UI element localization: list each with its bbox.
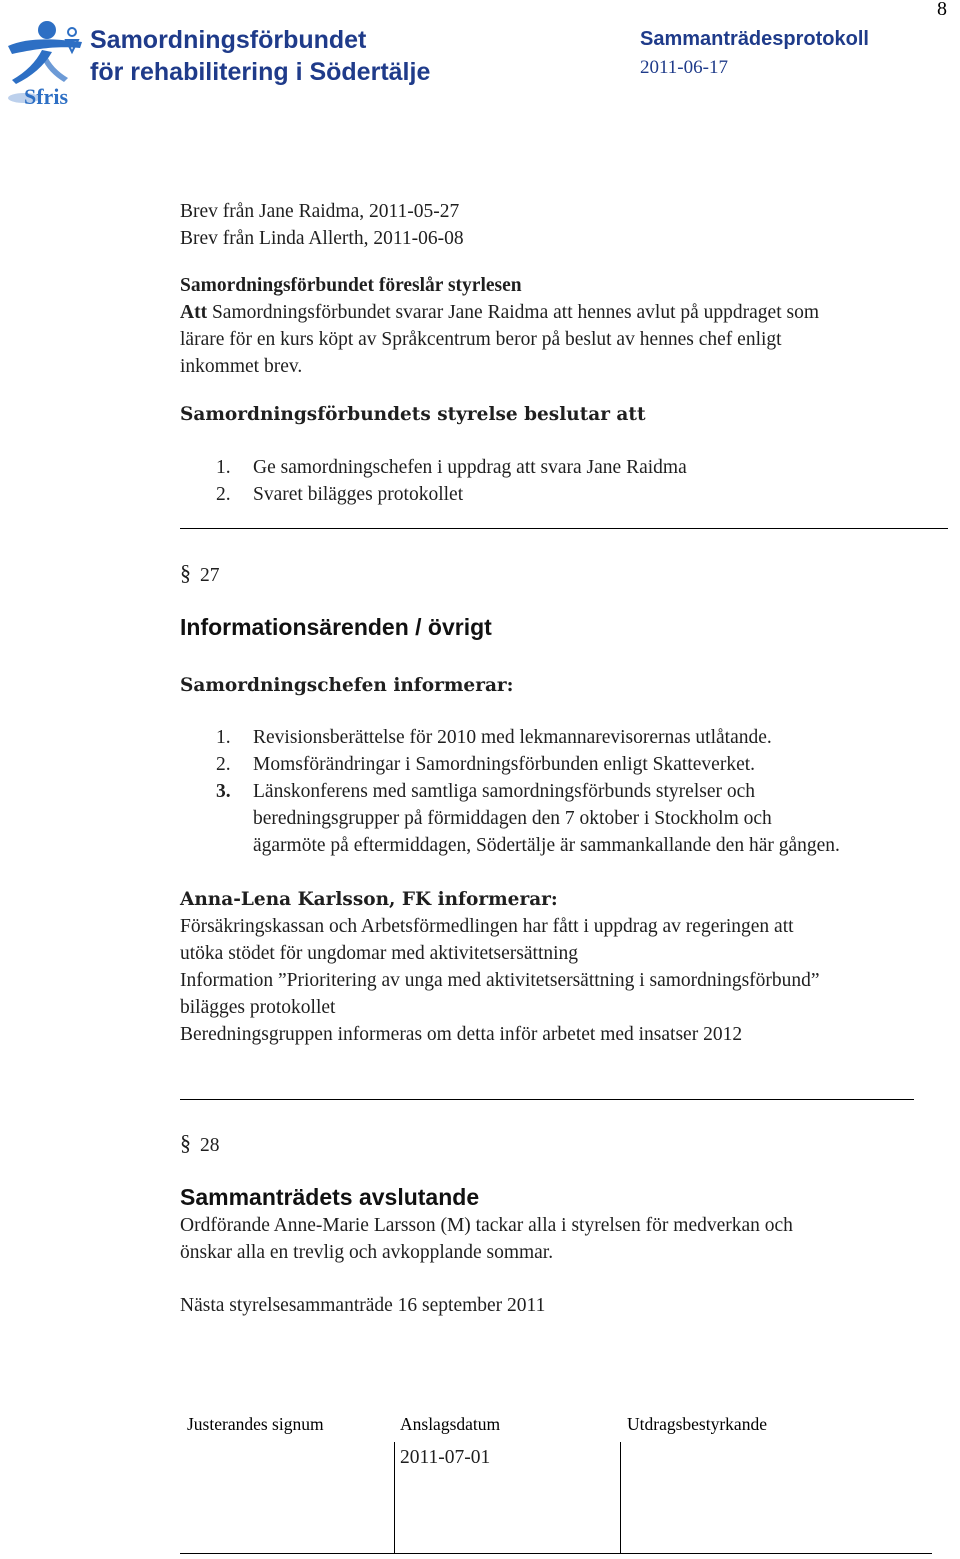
footer-bottom-rule xyxy=(180,1553,932,1554)
proposal-line: lärare för en kurs köpt av Språkcentrum beror på beslut av hennes chef enligt xyxy=(180,329,782,350)
logo-small-figure xyxy=(60,26,84,56)
fk-line: Beredningsgruppen informeras om detta inför arbetet med insatser 2012 xyxy=(180,1024,743,1045)
footer-label-justerandes-signum: Justerandes signum xyxy=(187,1414,324,1434)
proposal-line: inkommet brev. xyxy=(180,356,303,377)
fk-line: utöka stödet för ungdomar med aktivitetsersättning xyxy=(180,943,579,964)
fk-line: bilägges protokollet xyxy=(180,997,336,1018)
org-name-line1: Samordningsförbundet xyxy=(90,26,367,54)
info-item-num: 1. xyxy=(216,727,231,748)
footer-column-divider xyxy=(394,1442,395,1554)
proposal-text: Samordningsförbundet svarar Jane Raidma att hennes avlut på uppdraget som xyxy=(207,302,820,323)
subheading: Samordningschefen informerar: xyxy=(180,675,514,696)
info-item-text: Momsförändringar i Samordningsförbunden enligt Skatteverket. xyxy=(253,754,756,775)
footer-label-anslagsdatum: Anslagsdatum xyxy=(400,1414,501,1434)
decision-item-num: 1. xyxy=(216,457,231,478)
fk-line: Information ”Prioritering av unga med aktivitetsersättning i samordningsförbund” xyxy=(180,970,820,991)
decision-item-text: Svaret bilägges protokollet xyxy=(253,484,464,505)
meeting-date: 2011-06-17 xyxy=(640,57,728,78)
section-title: Sammanträdets avslutande xyxy=(180,1184,480,1210)
org-name-line2: för rehabilitering i Södertälje xyxy=(90,58,431,86)
section-title: Informationsärenden / övrigt xyxy=(180,614,492,640)
info-item-text: ägarmöte på eftermiddagen, Södertälje är sammankallande den här gången. xyxy=(253,835,840,856)
letter-line: Brev från Linda Allerth, 2011-06-08 xyxy=(180,228,464,249)
logo-text: Sfris xyxy=(24,84,68,109)
paragraph-mark-icon: § xyxy=(180,560,191,585)
info-item-text: beredningsgrupper på förmiddagen den 7 oktober i Stockholm och xyxy=(253,808,772,829)
info-item-text: Länskonferens med samtliga samordningsförbunds styrelser och xyxy=(253,781,756,802)
decision-item-num: 2. xyxy=(216,484,231,505)
proposal-line xyxy=(180,299,819,326)
info-item-text: Revisionsberättelse för 2010 med lekmannarevisorernas utlåtande. xyxy=(253,727,772,748)
section-number: 28 xyxy=(200,1135,220,1156)
decision-heading: Samordningsförbundets styrelse beslutar att xyxy=(180,404,646,425)
footer-column-divider xyxy=(620,1442,621,1554)
letter-line: Brev från Jane Raidma, 2011-05-27 xyxy=(180,201,460,222)
closing-line: Ordförande Anne-Marie Larsson (M) tackar alla i styrelsen för medverkan och xyxy=(180,1215,793,1236)
next-meeting: Nästa styrelsesammanträde 16 september 2011 xyxy=(180,1295,546,1316)
footer-label-utdragsbestyrkande: Utdragsbestyrkande xyxy=(627,1414,767,1434)
decision-item-text: Ge samordningschefen i uppdrag att svara Jane Raidma xyxy=(253,457,687,478)
fk-line: Försäkringskassan och Arbetsförmedlingen har fått i uppdrag av regeringen att xyxy=(180,916,794,937)
closing-line: önskar alla en trevlig och avkopplande sommar. xyxy=(180,1242,554,1263)
section-divider xyxy=(180,528,948,529)
section-divider xyxy=(180,1099,914,1100)
fk-heading: Anna-Lena Karlsson, FK informerar: xyxy=(180,889,558,910)
att-word: Att xyxy=(180,302,208,323)
section-number: 27 xyxy=(200,565,220,586)
proposal-heading: Samordningsförbundet föreslår styrlesen xyxy=(180,275,522,296)
document-type: Sammanträdesprotokoll xyxy=(640,28,869,50)
info-item-num: 2. xyxy=(216,754,231,775)
page-number: 8 xyxy=(937,0,947,20)
paragraph-mark-icon: § xyxy=(180,1130,191,1155)
small-figure-icon xyxy=(60,26,84,56)
info-item-num: 3. xyxy=(216,781,231,802)
anslag-date: 2011-07-01 xyxy=(400,1447,491,1468)
